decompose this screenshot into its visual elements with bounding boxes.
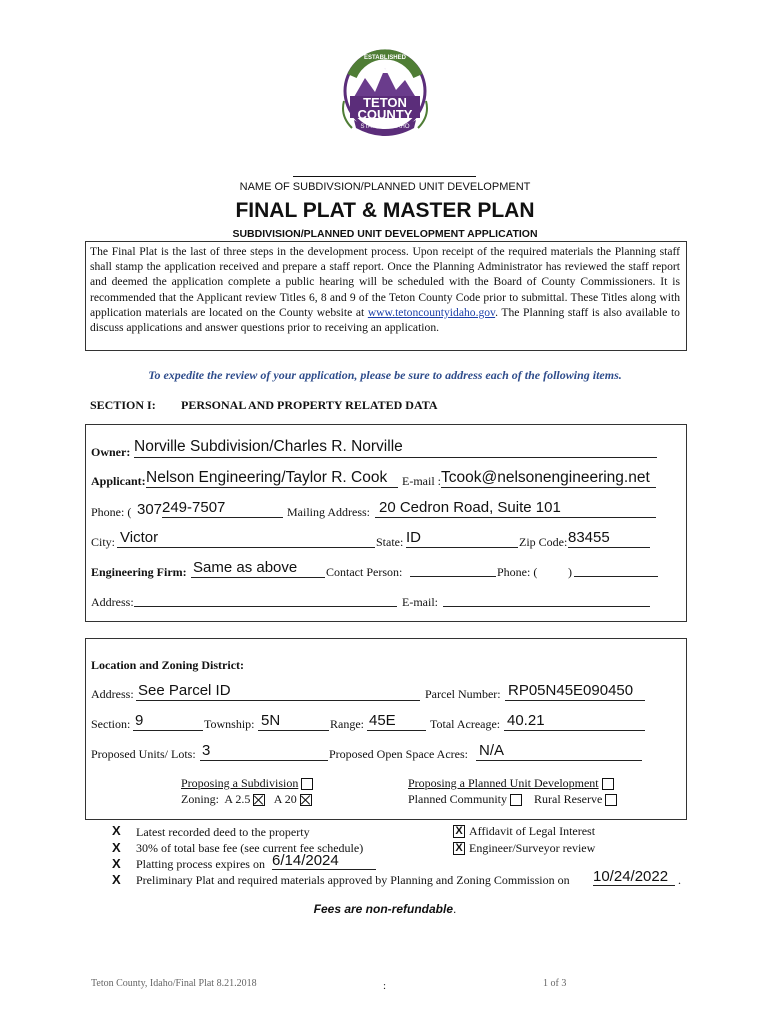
phone2-field[interactable]: [574, 560, 658, 577]
email-label: E-mail :: [402, 474, 441, 488]
prelim-period: .: [678, 873, 681, 887]
range-value: 45E: [369, 712, 396, 729]
applicant-label: Applicant:: [91, 474, 146, 488]
email2-label: E-mail:: [402, 595, 438, 609]
deed-item: Latest recorded deed to the property: [136, 825, 310, 839]
affidavit-item: Affidavit of Legal Interest: [469, 824, 596, 838]
zoning-row: [181, 792, 312, 807]
zip-field[interactable]: [568, 529, 650, 548]
prelim-check-mark[interactable]: X: [112, 872, 121, 887]
proposed-units-label: Proposed Units/ Lots:: [91, 747, 196, 761]
proposing-pud-checkbox[interactable]: [602, 778, 614, 790]
acreage-field[interactable]: [504, 712, 645, 731]
location-address-value: See Parcel ID: [138, 682, 231, 699]
section-label: SECTION I:: [90, 398, 156, 412]
email2-field[interactable]: [443, 590, 650, 607]
fee-check-mark[interactable]: X: [112, 840, 121, 855]
address-field[interactable]: [134, 590, 397, 607]
fees-note-text: Fees are non-refundable: [313, 902, 454, 916]
prelim-date-field[interactable]: [593, 868, 675, 886]
section-title: PERSONAL AND PROPERTY RELATED DATA: [181, 398, 438, 412]
page-number: 1 of 3: [543, 978, 567, 989]
township-value: 5N: [261, 712, 281, 729]
city-label: City:: [91, 535, 116, 549]
proposing-pud-option[interactable]: [408, 776, 614, 791]
proposing-subdivision-option[interactable]: [181, 776, 313, 791]
platting-date-field[interactable]: [272, 852, 376, 870]
rural-reserve-checkbox[interactable]: [605, 794, 617, 806]
range-field[interactable]: [367, 712, 426, 731]
section-number-value: 9: [135, 712, 144, 729]
engineering-firm-value: Same as above: [193, 559, 298, 576]
phone-number-value: 249-7507: [162, 499, 226, 516]
mailing-address-value: 20 Cedron Road, Suite 101: [379, 499, 561, 516]
intro-text-end: . The Planning staff is also available to discuss applications and answer questions prior to receiving an application.: [90, 305, 680, 335]
applicant-field[interactable]: [146, 469, 398, 488]
fees-note: [0, 902, 770, 916]
section-number-field[interactable]: [133, 712, 203, 731]
prelim-item: Preliminary Plat and required materials approved by Planning and Zoning Commission on: [136, 873, 570, 887]
seal-name-line2: COUNTY: [357, 107, 413, 122]
section-number-label: Section:: [91, 717, 131, 731]
zip-label: Zip Code:: [519, 535, 568, 549]
township-field[interactable]: [258, 712, 329, 731]
seal-name-line1: TETON: [363, 95, 407, 110]
prelim-date-value: 10/24/2022: [593, 868, 669, 885]
address-label: Address:: [91, 595, 134, 609]
rural-reserve-label: Rural Reserve: [534, 792, 603, 806]
phone2-label: Phone: (: [497, 565, 538, 579]
owner-field[interactable]: [134, 438, 657, 458]
phone-number-field[interactable]: [162, 499, 283, 518]
subdivision-name-line[interactable]: [293, 176, 476, 177]
footer-left: Teton County, Idaho/Final Plat 8.21.2018: [91, 978, 257, 989]
phone2-close: ): [568, 565, 572, 579]
expedite-note: To expedite the review of your application, please be sure to address each of the following items.: [148, 368, 622, 382]
open-space-value: N/A: [479, 742, 505, 759]
engineer-check-mark[interactable]: X: [453, 842, 465, 855]
acreage-value: 40.21: [507, 712, 545, 729]
contact-person-label: Contact Person:: [326, 565, 403, 579]
state-field[interactable]: [406, 529, 518, 548]
proposed-units-value: 3: [202, 742, 211, 759]
location-heading: Location and Zoning District:: [91, 658, 245, 672]
affidavit-check-mark[interactable]: X: [453, 825, 465, 838]
deed-check-mark[interactable]: X: [112, 823, 121, 838]
email-field[interactable]: [441, 469, 656, 488]
county-website-link[interactable]: www.tetoncountyidaho.gov: [367, 305, 496, 319]
phone-area-code[interactable]: 307: [137, 501, 163, 518]
parcel-number-value: RP05N45E090450: [508, 682, 634, 699]
city-value: Victor: [120, 529, 159, 546]
proposing-subdivision-label: Proposing a Subdivision: [181, 776, 299, 790]
proposed-units-field[interactable]: [200, 742, 328, 761]
phone-label: Phone: (: [91, 505, 132, 519]
platting-item: Platting process expires on: [136, 857, 265, 871]
proposing-pud-label: Proposing a Planned Unit Development: [408, 776, 599, 790]
city-field[interactable]: [117, 529, 375, 548]
location-address-label: Address:: [91, 687, 134, 701]
seal-bottom-text: STATE OF IDAHO: [360, 124, 410, 130]
mailing-address-field[interactable]: [375, 499, 656, 518]
platting-date-value: 6/14/2024: [272, 852, 339, 869]
page-title: FINAL PLAT & MASTER PLAN: [235, 199, 535, 222]
zone-a20-checkbox[interactable]: [300, 794, 312, 806]
footer-middle: :: [383, 980, 387, 992]
acreage-label: Total Acreage:: [430, 717, 501, 731]
owner-label: Owner:: [91, 445, 131, 459]
proposing-subdivision-checkbox[interactable]: [301, 778, 313, 790]
fees-note-period: .: [453, 902, 457, 916]
open-space-field[interactable]: [476, 742, 642, 761]
state-label: State:: [376, 535, 404, 549]
planned-community-label: Planned Community: [408, 792, 507, 806]
community-row: [408, 792, 617, 807]
subdivision-name-label: NAME OF SUBDIVSION/PLANNED UNIT DEVELOPMENT: [239, 181, 531, 193]
parcel-number-field[interactable]: [505, 682, 645, 701]
seal-top-text: ESTABLISHED 1915: [364, 55, 406, 67]
teton-county-seal: [330, 46, 440, 146]
parcel-number-label: Parcel Number:: [425, 687, 501, 701]
email-value: Tcook@nelsonengineering.net: [441, 469, 650, 486]
zip-value: 83455: [568, 529, 610, 546]
engineering-firm-label: Engineering Firm:: [91, 565, 187, 579]
intro-text: [90, 244, 680, 335]
state-value: ID: [406, 529, 421, 546]
zone-a25-label: A 2.5: [224, 792, 251, 806]
zone-a25-checkbox[interactable]: [253, 794, 265, 806]
planned-community-checkbox[interactable]: [510, 794, 522, 806]
open-space-label: Proposed Open Space Acres:: [329, 747, 468, 761]
location-address-field[interactable]: [136, 682, 420, 701]
intro-text-main: The Final Plat is the last of three steps in the development process. Upon receipt of the required materials the Planning staff shall stamp the application received and prepare a staff report. Once the Planning Administrator has reviewed the staff report and deemed the application complete a public hearing will be scheduled with the Board of County Commissioners. It is recommended that the Applicant review Titles 6, 8 and 9 of the Teton County Code prior to submittal. These Titles along with application materials are located on the County website at: [90, 245, 680, 319]
fee-item: 30% of total base fee (see current fee schedule): [136, 841, 364, 855]
page-subtitle: SUBDIVISION/PLANNED UNIT DEVELOPMENT APPLICATION: [232, 228, 538, 240]
engineer-item: Engineer/Surveyor review: [469, 841, 596, 855]
owner-value: Norville Subdivision/Charles R. Norville: [134, 438, 403, 455]
engineering-firm-field[interactable]: [191, 559, 325, 578]
platting-check-mark[interactable]: X: [112, 856, 121, 871]
range-label: Range:: [330, 717, 364, 731]
mailing-address-label: Mailing Address:: [287, 505, 370, 519]
applicant-value: Nelson Engineering/Taylor R. Cook: [146, 469, 388, 486]
zoning-label: Zoning:: [181, 792, 219, 806]
contact-person-field[interactable]: [410, 560, 496, 577]
zone-a20-label: A 20: [273, 792, 297, 806]
township-label: Township:: [204, 717, 255, 731]
